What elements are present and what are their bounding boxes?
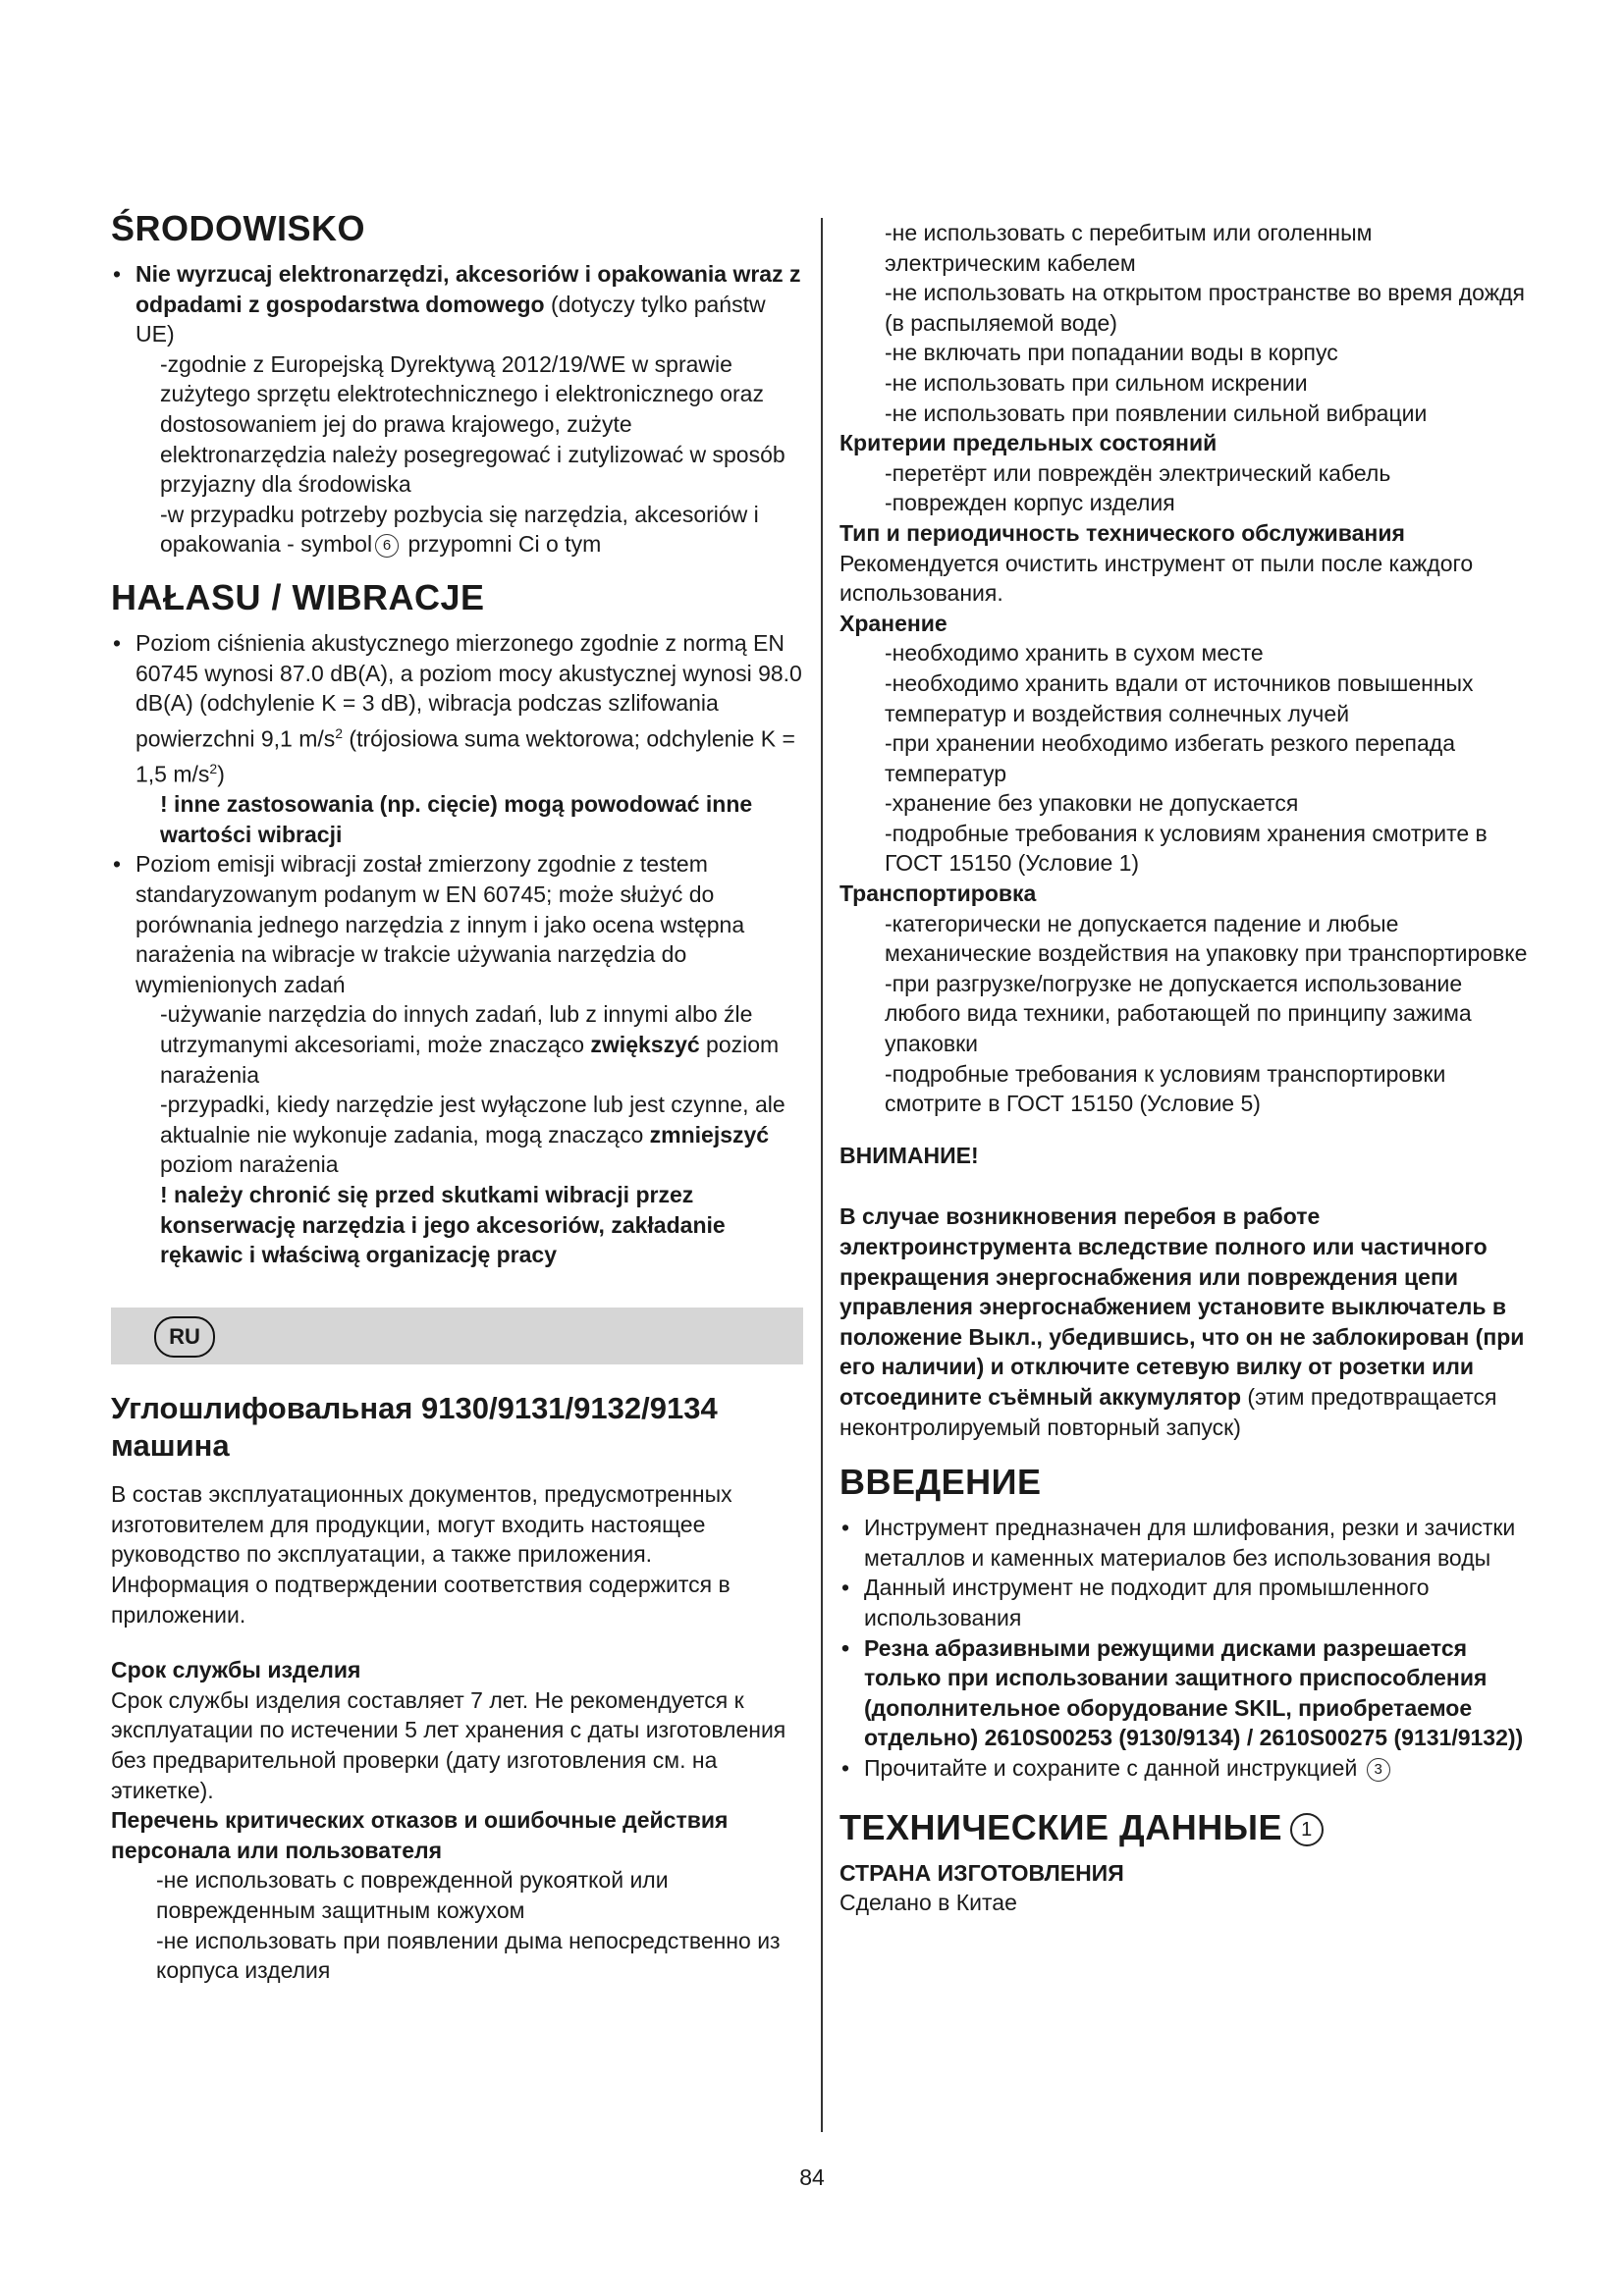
left-column: [111, 208, 803, 1986]
text: -używanie narzędzia do innych zadań, lub z innymi albo źle utrzymanymi akcesoriami, może znacząco: [160, 1001, 753, 1057]
text: ТЕХНИЧЕСКИЕ ДАННЫЕ: [839, 1806, 1282, 1847]
dash-item: -при разгрузке/погрузке не допускается использование любого вида техники, работающей по принципу зажима упаковки: [885, 970, 1472, 1057]
bold-text: zwiększyć: [590, 1031, 700, 1057]
subheading-perechen: Перечень критических отказов и ошибочные действия персонала или пользователя: [111, 1807, 729, 1863]
dash-item: -подробные требования к условиям транспортировки смотрите в ГОСТ 15150 (Условие 5): [885, 1060, 1446, 1117]
bold-text: Nie wyrzucaj elektronarzędzi, akcesoriów i opakowania wraz z odpadami z gospodarstwa domowego: [135, 261, 801, 317]
text: -przypadki, kiedy narzędzie jest wyłączone lub jest czynne, ale aktualnie nie wykonuje zadania, mogą znacząco: [160, 1092, 785, 1148]
dash-item: -не использовать на открытом пространстве во время дождя (в распыляемой воде): [885, 280, 1525, 336]
column-divider: [821, 218, 823, 2132]
subheading-tip: Тип и периодичность технического обслуживания: [839, 519, 1405, 546]
warning-text: ! inne zastosowania (np. cięcie) mogą powodować inne wartości wibracji: [160, 791, 753, 847]
dash-item: -необходимо хранить в сухом месте: [885, 640, 1264, 667]
strana-text: Сделано в Китае: [839, 1890, 1017, 1916]
dash-item: -при хранении необходимо избегать резкого перепада температур: [885, 730, 1455, 786]
dash-item: -хранение без упаковки не допускается: [885, 790, 1299, 817]
dash-item: [135, 999, 803, 1090]
dash-item: -не использовать при сильном искрении: [885, 369, 1308, 396]
subheading-hranenie: Хранение: [839, 610, 947, 636]
attention-heading: ВНИМАНИЕ!: [839, 1142, 979, 1168]
list-item: • Инструмент предназначен для шлифования, резки и зачистки металлов и каменных материалов без использования воды: [839, 1513, 1532, 1573]
language-band: [111, 1308, 803, 1364]
dash-item: -не использовать при появлении дыма непосредственно из корпуса изделия: [156, 1927, 781, 1984]
list-item: • Резна абразивными режущими дисками разрешается только при использовании защитного приспособления (дополнительное оборудование SKIL, приобретаемое отдельно) 2610S00253 (9130/9134) / 2610S00275 (9131/9132)): [839, 1633, 1532, 1753]
dash-item: -категорически не допускается падение и любые механические воздействия на упаковку при транспортировке: [885, 910, 1528, 967]
vvedenie-list: [839, 1513, 1532, 1783]
subheading-transport: Транспортировка: [839, 881, 1037, 907]
tip-paragraph: Рекомендуется очистить инструмент от пыли после каждого использования.: [839, 550, 1474, 607]
attention-paragraph: [839, 1201, 1532, 1442]
srok-paragraph: Срок службы изделия составляет 7 лет. Не рекомендуется к эксплуатации по истечении 5 лет хранения с даты изготовления без предварительной проверки (дату изготовления см. на этикетке).: [111, 1686, 786, 1803]
text: poziom narażenia: [160, 1151, 339, 1178]
dash-item: -подробные требования к условиям хранения смотрите в ГОСТ 15150 (Условие 1): [885, 820, 1488, 877]
section-title-halasu: HAŁASU / WIBRACJE: [111, 576, 485, 617]
text: ): [217, 761, 225, 787]
circled-number-icon: 1: [1290, 1813, 1324, 1846]
language-badge: RU: [154, 1316, 215, 1358]
circled-number-icon: 3: [1367, 1758, 1390, 1782]
dash-item: -zgodnie z Europejską Dyrektywą 2012/19/WE w sprawie zużytego sprzętu elektrotechnicznego i elektronicznego oraz dostosowaniem jej do prawa krajowego, zużyte elektronarzędzia należy posegregować i zutylizować w sposób przyjazny dla środowiska: [160, 350, 785, 498]
section-title-tech: [839, 1807, 1532, 1848]
superscript: 2: [335, 724, 344, 741]
list-item: • Данный инструмент не подходит для промышленного использования: [839, 1573, 1532, 1632]
dash-item: [135, 1090, 803, 1180]
dash-item: -не использовать при появлении сильной вибрации: [885, 400, 1428, 426]
text: przypomni Ci o tym: [402, 531, 602, 558]
srodowisko-list: [111, 259, 803, 560]
text: -w przypadku potrzeby pozbycia się narzędzia, akcesoriów i opakowania - symbol: [160, 501, 759, 558]
right-column: [839, 218, 1532, 1918]
list-item: [839, 1753, 1532, 1784]
intro-paragraph: Информация о подтверждении соответствия содержится в приложении.: [111, 1572, 731, 1628]
dash-item: -не использовать с перебитым или оголенным электрическим кабелем: [885, 220, 1373, 276]
section-title-srodowisko: ŚRODOWISKO: [111, 208, 366, 248]
text: Poziom emisji wibracji został zmierzony zgodnie z testem standaryzowanym podanym w EN 60745; może służyć do porównania jednego narzędzia z innym i jako ocena wstępna narażenia na wibracje w trakcie używania narzędzia do wymienionych zadań: [135, 851, 745, 997]
text: poziom narażenia: [160, 1031, 780, 1088]
superscript: 2: [209, 760, 218, 776]
bold-text: zmniejszyć: [649, 1121, 770, 1148]
subheading-srok: Срок службы изделия: [111, 1657, 361, 1683]
circled-number-icon: 6: [375, 534, 399, 558]
dash-item: -перетёрт или повреждён электрический кабель: [885, 459, 1391, 486]
intro-paragraph: В состав эксплуатационных документов, предусмотренных изготовителем для продукции, могут входить настоящее руководство по эксплуатации, а также приложения.: [111, 1481, 732, 1568]
dash-item: -необходимо хранить вдали от источников повышенных температур и воздействия солнечных лучей: [885, 669, 1474, 726]
page-number: 84: [799, 2164, 825, 2190]
text: Poziom ciśnienia akustycznego mierzonego zgodnie z normą EN 60745 wynosi 87.0 dB(A), a poziom mocy akustycznej wynosi 98.0 dB(A) (odchylenie K = 3 dB), wibracja podczas szlifowania powierzchni 9,1 m/s: [135, 629, 802, 752]
text: Прочитайте и сохраните с данной инструкцией: [864, 1754, 1358, 1781]
dash-item: -не использовать с поврежденной рукояткой или поврежденным защитным кожухом: [156, 1867, 669, 1923]
list-item: [111, 628, 803, 849]
dash-item: -поврежден корпус изделия: [885, 490, 1175, 516]
dash-item: -не включать при попадании воды в корпус: [885, 340, 1338, 366]
section-title-vvedenie: ВВЕДЕНИЕ: [839, 1462, 1042, 1503]
subheading-strana: СТРАНА ИЗГОТОВЛЕНИЯ: [839, 1859, 1124, 1886]
list-item: [111, 849, 803, 1269]
bold-text: В случае возникновения перебоя в работе электроинструмента вследствие полного или частичного прекращения энергоснабжения или повреждения цепи управления энергоснабжением установите выключатель в положение Выкл., убедившись, что он не заблокирован (при его наличии) и отключите сетевую вилку от розетки или отсоедините съёмный аккумулятор: [839, 1203, 1525, 1410]
list-item: [111, 259, 803, 560]
text: (dotyczy tylko państw UE): [135, 291, 766, 347]
text: (trójosiowa suma wektorowa; odchylenie K = 1,5 m/s: [135, 725, 795, 787]
dash-item: [135, 500, 803, 560]
text: (этим предотвращается неконтролируемый повторный запуск): [839, 1383, 1497, 1440]
warning-text: ! należy chronić się przed skutkami wibracji przez konserwację narzędzia i jego akcesoriów, zakładanie rękawic i właściwą organizację pracy: [160, 1181, 726, 1268]
halasu-list: [111, 628, 803, 1270]
subheading-kriterii: Критерии предельных состояний: [839, 430, 1218, 456]
product-title: Углошлифовальная 9130/9131/9132/9134 машина: [111, 1390, 718, 1464]
